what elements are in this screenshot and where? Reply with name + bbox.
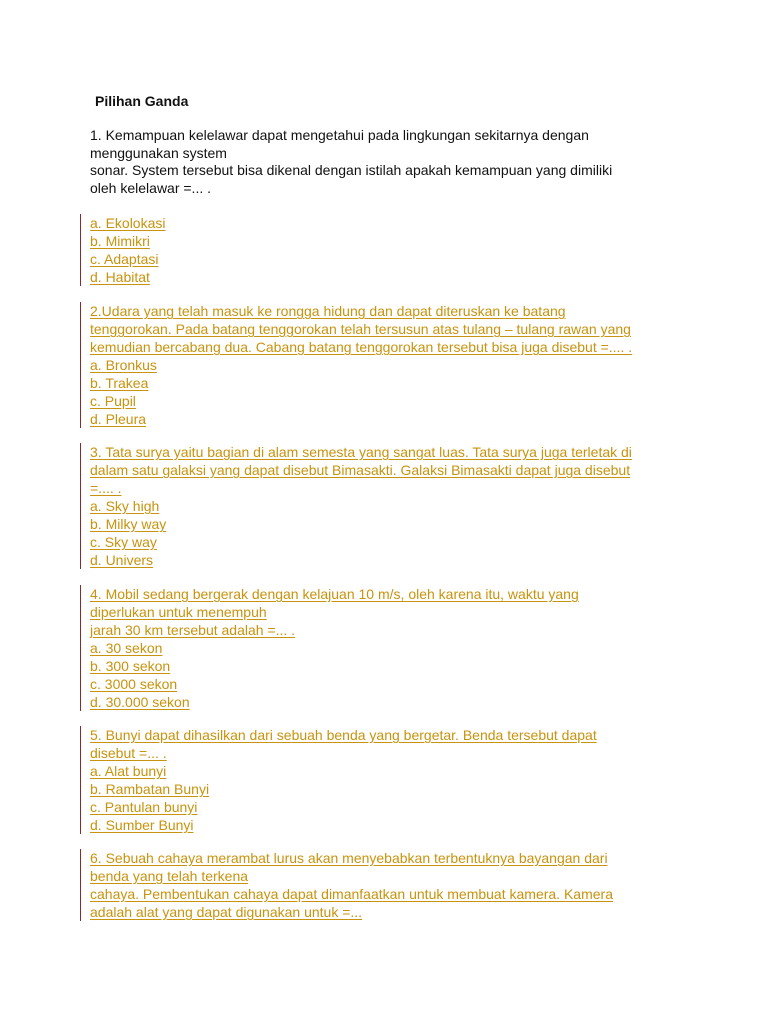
option-link[interactable]: c. Pupil (90, 393, 136, 409)
option-link[interactable]: b. 300 sekon (90, 658, 171, 674)
option-link[interactable]: b. Trakea (90, 375, 149, 391)
option-link[interactable]: b. Rambatan Bunyi (90, 781, 210, 797)
option-link[interactable]: d. 30.000 sekon (90, 694, 190, 710)
question-link[interactable]: adalah alat yang dapat digunakan untuk =... (90, 904, 363, 920)
question-link[interactable]: dalam satu galaksi yang dapat disebut Bimasakti. Galaksi Bimasakti dapat juga disebut (90, 462, 631, 478)
question-link[interactable]: =.... . (90, 480, 122, 496)
question-1-line: oleh kelelawar =... . (90, 179, 212, 196)
question-4-block (80, 585, 579, 711)
question-link[interactable]: benda yang telah terkena (90, 868, 249, 884)
question-link[interactable]: 5. Bunyi dapat dihasilkan dari sebuah benda yang bergetar. Benda tersebut dapat (90, 727, 597, 743)
question-link[interactable]: 2.Udara yang telah masuk ke rongga hidung dan dapat diteruskan ke batang (90, 303, 566, 319)
option-link[interactable]: d. Habitat (90, 269, 150, 285)
question-1-line: 1. Kemampuan kelelawar dapat mengetahui pada lingkungan sekitarnya dengan (90, 127, 589, 143)
option-link[interactable]: c. 3000 sekon (90, 676, 178, 692)
question-1-line: menggunakan system (90, 144, 227, 161)
option-link[interactable]: a. Alat bunyi (90, 763, 167, 779)
section-title: Pilihan Ganda (95, 93, 189, 109)
question-link[interactable]: 4. Mobil sedang bergerak dengan kelajuan 10 m/s, oleh karena itu, waktu yang (90, 586, 579, 602)
question-1-options (80, 214, 165, 286)
option-link[interactable]: d. Univers (90, 552, 154, 568)
question-link[interactable]: diperlukan untuk menempuh (90, 604, 267, 620)
option-link[interactable]: a. Ekolokasi (90, 215, 166, 231)
question-6-block (80, 849, 613, 921)
option-link[interactable]: c. Pantulan bunyi (90, 799, 198, 815)
question-1-line: sonar. System tersebut bisa dikenal dengan istilah apakah kemampuan yang dimiliki (90, 162, 613, 178)
option-link[interactable]: c. Adaptasi (90, 251, 159, 267)
question-link[interactable]: kemudian bercabang dua. Cabang batang tenggorokan tersebut bisa juga disebut =.... . (90, 339, 633, 355)
option-link[interactable]: d. Sumber Bunyi (90, 817, 194, 833)
question-3-block (80, 443, 632, 569)
question-link[interactable]: cahaya. Pembentukan cahaya dapat dimanfaatkan untuk membuat kamera. Kamera (90, 886, 613, 902)
option-link[interactable]: a. Bronkus (90, 357, 157, 373)
question-link[interactable]: disebut =... . (90, 745, 167, 761)
option-link[interactable]: a. 30 sekon (90, 640, 163, 656)
question-5-block (80, 726, 597, 834)
option-link[interactable]: b. Mimikri (90, 233, 150, 249)
question-1-text (90, 127, 700, 197)
option-link[interactable]: b. Milky way (90, 516, 167, 532)
option-link[interactable]: d. Pleura (90, 411, 147, 427)
option-link[interactable]: c. Sky way (90, 534, 157, 550)
question-2-block (80, 302, 632, 428)
option-link[interactable]: a. Sky high (90, 498, 160, 514)
question-link[interactable]: tenggorokan. Pada batang tenggorokan telah tersusun atas tulang – tulang rawan yang (90, 321, 631, 337)
question-link[interactable]: 3. Tata surya yaitu bagian di alam semesta yang sangat luas. Tata surya juga terletak di (90, 444, 632, 460)
question-link[interactable]: 6. Sebuah cahaya merambat lurus akan menyebabkan terbentuknya bayangan dari (90, 850, 608, 866)
question-link[interactable]: jarah 30 km tersebut adalah =... . (90, 622, 296, 638)
